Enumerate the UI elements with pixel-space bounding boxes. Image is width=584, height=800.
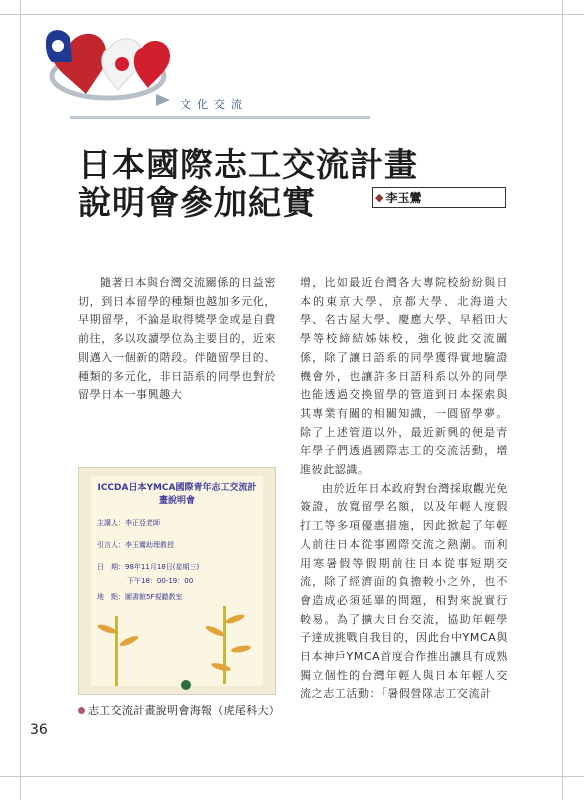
body-paragraph-2: 增，比如最近台灣各大專院校紛紛與日本的東京大學、京都大學、北海道大學、名古屋大學、慶應大學、早稻田大學等校締結姊妹校，強化彼此交流關係，除了讓日語系的同學獲得實地驗證機會外，也讓許多日語科系以外的同學也能透過交換留學的管道到日本探索與其專業有關的相關知識，一圓留學夢。除了上述管道以外，最近新興的便是青年學子們透過國際志工的交流活動，增進彼此認識。 — [300, 276, 508, 477]
section-rule — [70, 116, 370, 119]
poster-line: 引言人：李玉鸞助理教授 — [97, 541, 174, 549]
poster-line: 主講人：李正亞老師 — [97, 519, 160, 527]
poster-line: 下午18：00-19：00 — [127, 577, 194, 585]
body-paragraph-3: 由於近年日本政府對台灣採取觀光免簽證，放寬留學名額，以及年輕人度假打工等多項優惠措施，因此掀起了年輕人前往日本從事國際交流之熱潮。而利用寒暑假等假期前往日本從事短期交流，除了經濟面的負擔較小之外，也不會造成必須延畢的問題，相對來說實行較易。為了擴大日台交流，協助年輕學子達成挑戰自我目的，因此台中YMCA與日本神戶YMCA首度合作推出讓具有成熟獨立個性的台灣年輕人與日本年輕人交流之志工活動：「暑假營隊志工交流計 — [300, 481, 508, 701]
diamond-icon: ◆ — [375, 191, 384, 204]
left-column — [78, 274, 276, 405]
poster-sheet — [91, 476, 263, 686]
body-paragraph-1: 隨著日本與台灣交流關係的日益密切，到日本留學的種類也越加多元化，早期留學，不論是取得獎學金或是自費前往，多以攻讀學位為主要目的，近來則邁入一個新的階段。伴隨留學目的、種類的多元化，非日語系的同學也對於留學日本一事興趣大 — [78, 276, 276, 402]
section-label: 文化交流 — [180, 98, 248, 111]
author-byline — [372, 187, 506, 208]
bamboo-leaf — [231, 644, 252, 653]
image-caption — [78, 702, 288, 718]
bamboo-leaf — [119, 634, 140, 648]
article-title-line-2: 說明會參加紀實 — [78, 183, 316, 222]
article-title-line-1: 日本國際志工交流計畫 — [78, 145, 418, 184]
poster-dot — [181, 680, 191, 690]
frame-line-right — [562, 0, 563, 800]
author-name: 李玉鸞 — [385, 191, 422, 205]
event-poster-image — [78, 467, 276, 695]
page-number: 36 — [30, 722, 48, 738]
frame-line-bottom — [0, 776, 584, 777]
frame-line-left — [20, 0, 21, 800]
caption-text: 志工交流計畫說明會海報（虎尾科大） — [88, 704, 281, 717]
bamboo-leaf — [211, 662, 232, 673]
bamboo-stem — [115, 616, 118, 686]
bamboo-leaf — [225, 613, 246, 625]
article-title — [78, 146, 518, 222]
poster-title: ICCDA日本YMCA國際青年志工交流計畫說明會 — [97, 483, 257, 506]
poster-line: 日 期：98年11月18日(星期三) — [97, 563, 200, 571]
right-column — [300, 274, 508, 704]
poster-line: 地 點：圖書館5F視聽教室 — [97, 593, 183, 601]
taiwan-japan-hearts-logo — [38, 14, 178, 114]
bamboo-stem — [223, 606, 226, 684]
caption-bullet-icon — [78, 707, 85, 714]
